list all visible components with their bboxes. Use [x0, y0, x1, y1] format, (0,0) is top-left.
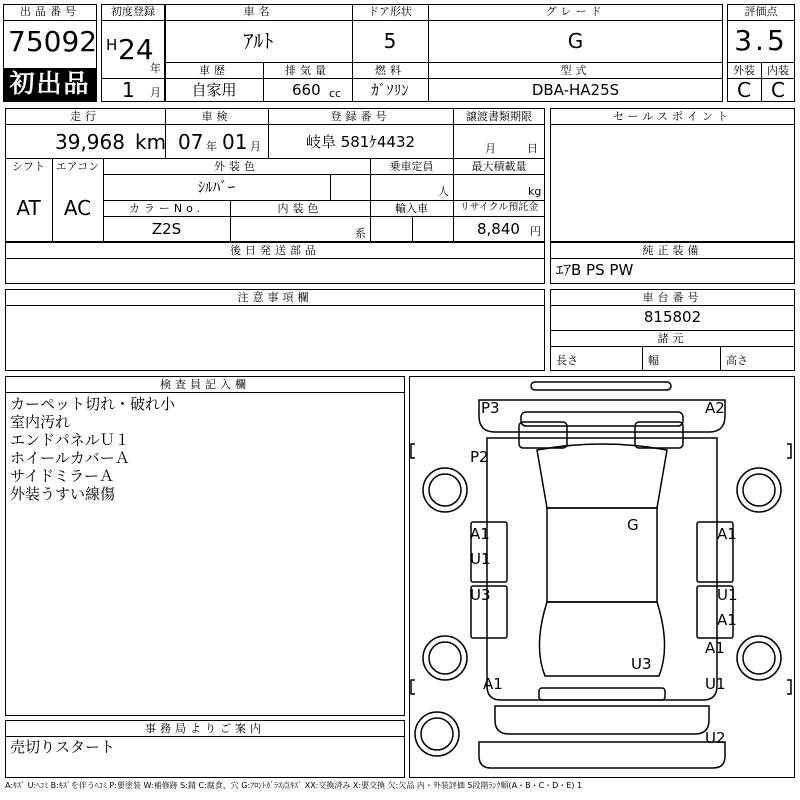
damage-mark: A1 [470, 525, 490, 543]
interior-grade-label: 内装 [767, 64, 789, 77]
damage-mark: A1 [483, 675, 503, 693]
exterior-grade-label: 外装 [733, 64, 755, 77]
recycle-value: 8,840 [477, 220, 520, 238]
damage-mark: A1 [717, 525, 737, 543]
model-label: 型式 [560, 64, 591, 77]
chassis-value: 815802 [643, 308, 702, 326]
genuine-equipment-value: ｴｱB PS PW [556, 261, 634, 279]
inspector-note: カーペット切れ・破れ小 [10, 395, 176, 413]
reg-era: H [106, 36, 118, 54]
inspector-note: 室内汚れ [10, 413, 71, 431]
registration-value: 岐阜 581ｹ4432 [305, 133, 416, 151]
inspector-note: エンドパネルＵ１ [10, 431, 130, 449]
damage-legend: A:ｷｽﾞ U:ﾍｺﾐ B:ｷｽﾞを伴うﾍｺﾐ P:要塗装 W:補修跡 S:錆 C:腐食、穴 G:ﾌﾛﾝﾄｶﾞﾗｽ点ｷｽﾞ XX:交換済み X:要交換 欠:欠品 内・外装評価 5段階ﾗﾝｸ順(A・B・C・D・E) 1 [5, 781, 583, 790]
specs-label: 諸元 [657, 332, 688, 345]
mileage-unit: km [135, 130, 167, 154]
displacement-value: 660 [292, 81, 321, 99]
damage-mark: U1 [705, 675, 726, 693]
transfer-day-unit: 日 [527, 142, 538, 155]
transfer-month-unit: 月 [485, 142, 496, 155]
ac-value: AC [63, 196, 92, 220]
damage-mark: U1 [470, 550, 491, 568]
exterior-grade: C [737, 78, 751, 102]
inspector-note: サイドミラーＡ [10, 467, 114, 485]
history-value: 自家用 [191, 81, 237, 99]
shift-label: シフト [12, 160, 45, 173]
ext-color-value: ｼﾙﾊﾞｰ [197, 178, 236, 196]
office-label: 事務局よりご案内 [145, 722, 265, 735]
max-load-unit: kg [528, 185, 542, 198]
max-load-label: 最大積載量 [471, 160, 527, 173]
damage-mark: U2 [705, 729, 726, 747]
lot-label: 出品番号 [20, 5, 80, 18]
registration-label: 登録番号 [330, 110, 391, 123]
fuel-value: ｶﾞｿﾘﾝ [371, 81, 409, 99]
damage-mark: U1 [717, 586, 738, 604]
details-block [5, 108, 545, 242]
reg-year-unit: 年 [150, 62, 161, 75]
inspection-month: 01 [222, 130, 248, 154]
damage-mark: P2 [470, 448, 489, 466]
damage-mark: P3 [481, 399, 500, 417]
mileage-label: 走行 [70, 110, 100, 123]
later-parts-label: 後日発送部品 [230, 244, 320, 257]
color-no-value: Z2S [151, 220, 182, 238]
int-color-label: 内装色 [277, 202, 323, 215]
length-label: 長さ [556, 354, 578, 367]
lot-number: 75092 [8, 25, 98, 58]
chassis-label: 車台番号 [642, 291, 703, 304]
capacity-label: 乗車定員 [389, 160, 434, 173]
first-listing-text: 初出品 [9, 69, 91, 98]
recycle-unit: 円 [530, 225, 541, 238]
notes-label: 注意事項欄 [237, 291, 313, 304]
first-reg-label: 初度登録 [111, 5, 155, 18]
sales-points-box [550, 108, 795, 242]
grade-value: G [567, 29, 584, 53]
fuel-label: 燃料 [375, 64, 405, 77]
history-label: 車歴 [199, 64, 229, 77]
capacity-unit: 人 [438, 185, 449, 198]
transfer-label: 譲渡書類期限 [466, 110, 532, 123]
door-value: 5 [383, 29, 397, 53]
damage-mark: A1 [717, 611, 737, 629]
inspector-label: 検査員記入欄 [160, 378, 250, 391]
damage-mark: U3 [631, 655, 652, 673]
reg-month: 1 [122, 78, 135, 102]
damage-mark: G [627, 516, 639, 534]
genuine-equipment-label: 純正装備 [642, 244, 703, 257]
car-diagram [409, 376, 795, 778]
sales-points-label: セールスポイント [612, 110, 732, 123]
inspection-month-unit: 月 [250, 140, 261, 153]
damage-mark: A2 [705, 399, 725, 417]
door-label: ドア形状 [368, 5, 412, 18]
interior-grade: C [771, 78, 785, 102]
ext-color-label: 外装色 [214, 160, 259, 173]
mileage-value: 39,968 [55, 130, 125, 154]
int-color-unit: 系 [355, 227, 366, 240]
reg-month-unit: 月 [150, 86, 161, 99]
inspection-year: 07 [178, 130, 204, 154]
shift-value: AT [16, 196, 41, 220]
recycle-label: リサイクル預託金 [459, 202, 539, 213]
ac-label: エアコン [55, 160, 100, 173]
car-name: ｱﾙﾄ [243, 29, 274, 53]
displacement-unit: cc [329, 87, 342, 100]
reg-year: 24 [118, 33, 154, 66]
damage-mark: U3 [470, 586, 491, 604]
inspection-year-unit: 年 [206, 140, 217, 153]
model-value: DBA-HA25S [531, 81, 620, 99]
inspector-note: 外装うすい線傷 [10, 485, 116, 503]
car-name-label: 車名 [243, 5, 274, 18]
office-note: 売切りスタート [10, 738, 116, 756]
import-label: 輸入車 [395, 202, 428, 215]
grade-label: グレード [545, 5, 606, 18]
width-label: 幅 [648, 354, 659, 367]
inspection-label: 車検 [201, 110, 232, 123]
displacement-label: 排気量 [285, 64, 330, 77]
height-label: 高さ [726, 354, 748, 367]
score-value: 3.5 [734, 24, 788, 57]
score-label: 評価点 [744, 5, 778, 18]
inspector-note: ホイールカバーＡ [10, 449, 130, 467]
color-no-label: カラーNo. [128, 202, 205, 215]
damage-mark: A1 [705, 639, 725, 657]
